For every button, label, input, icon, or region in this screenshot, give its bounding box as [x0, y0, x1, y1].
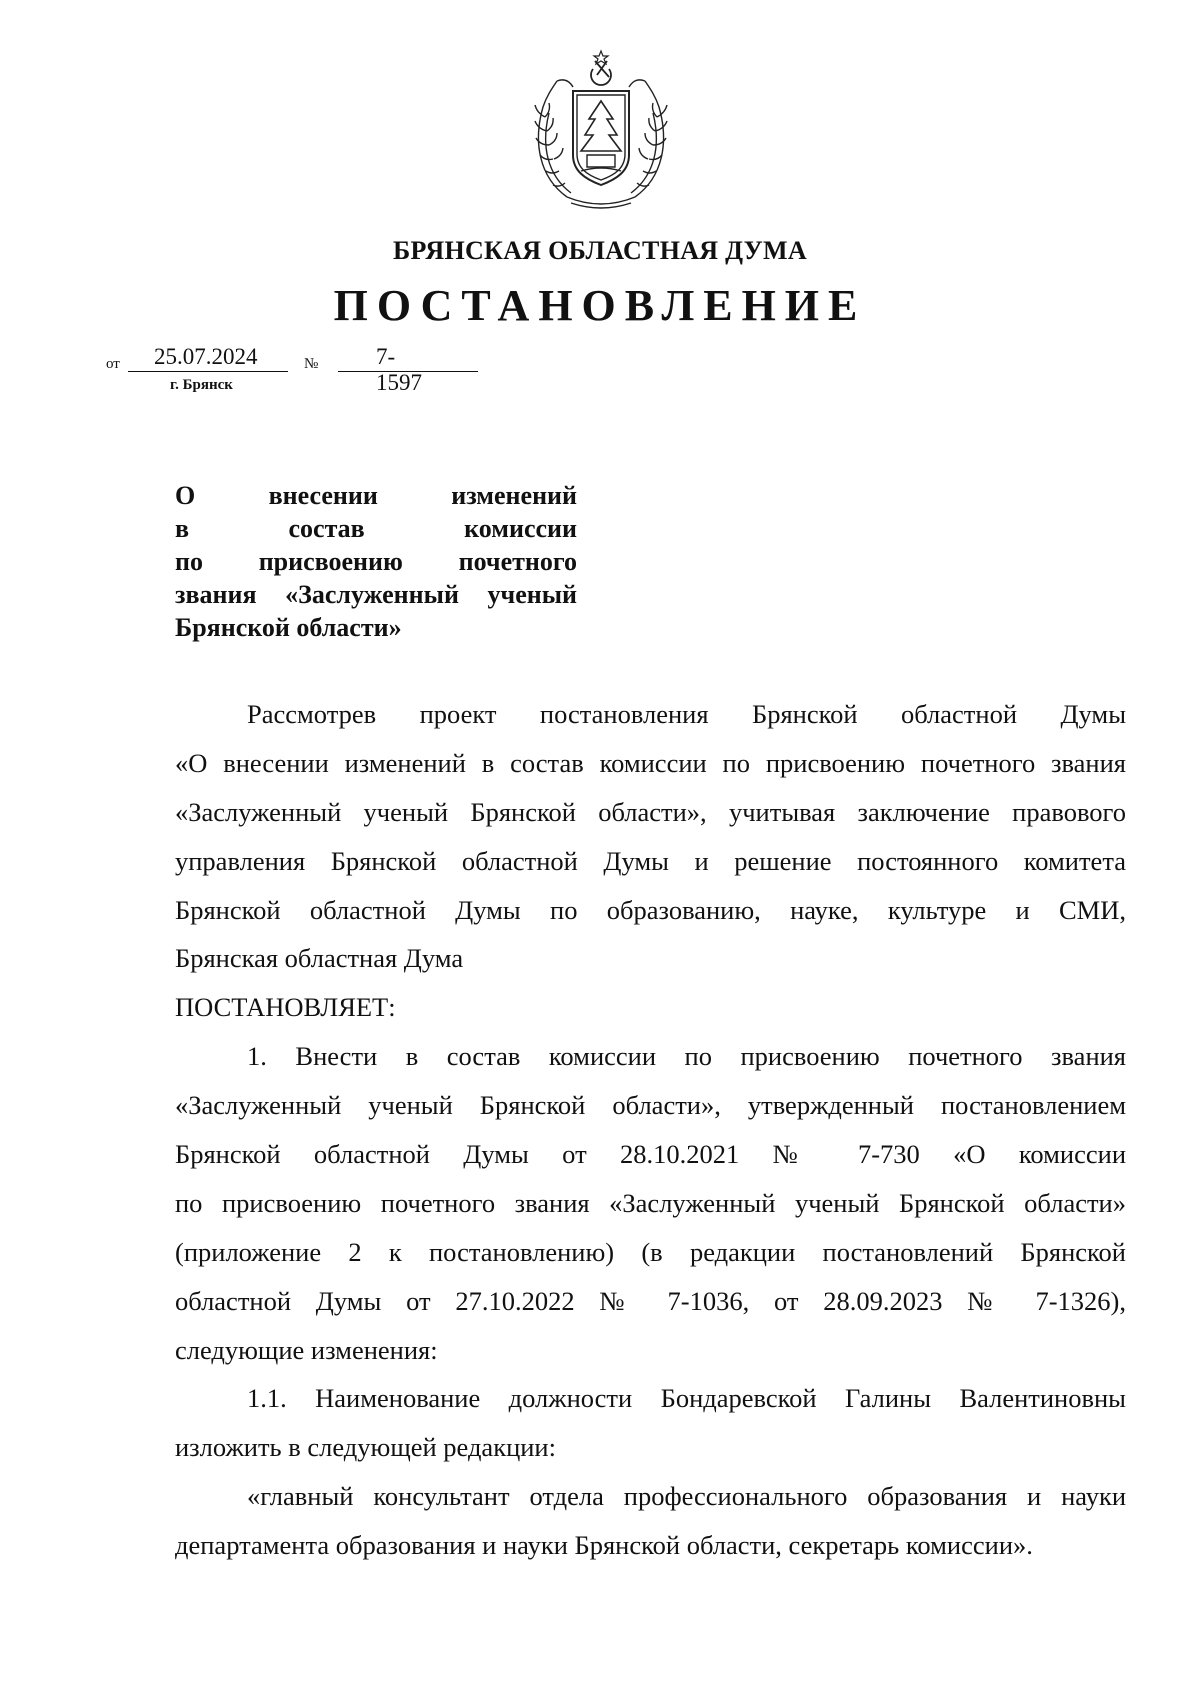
- preamble-line: Брянской областной Думы по образованию, науке, культуре и СМИ,: [175, 894, 1126, 925]
- preamble-line: Рассмотрев проект постановления Брянской областной Думы: [247, 699, 1126, 729]
- subject-line: в состав комиссии: [175, 514, 578, 543]
- preamble-line: «О внесении изменений в состав комиссии по присвоению почетного звания: [175, 747, 1126, 778]
- resolution-body: [175, 690, 1126, 1570]
- coat-of-arms-emblem: [527, 47, 675, 212]
- item-1-1-line: 1.1. Наименование должности Бондаревской Галины Валентиновны: [247, 1383, 1126, 1414]
- quoted-text-line: «главный консультант отдела профессионального образования и науки: [247, 1481, 1126, 1512]
- subject-line: О внесении изменений: [175, 481, 578, 510]
- quoted-text-line: департамента образования и науки Брянской области, секретарь комиссии».: [175, 1530, 1033, 1561]
- document-number: 7-1597: [376, 344, 422, 395]
- resolves-heading: ПОСТАНОВЛЯЕТ:: [175, 992, 396, 1023]
- item-1-line: по присвоению почетного звания «Заслуженный ученый Брянской области»: [175, 1187, 1126, 1218]
- item-1-line: «Заслуженный ученый Брянской области», утвержденный постановлением: [175, 1090, 1126, 1121]
- document-type-title: ПОСТАНОВЛЕНИЕ: [333, 281, 867, 330]
- date-prefix-label: от: [106, 356, 120, 372]
- item-1-1-line: изложить в следующей редакции:: [175, 1432, 556, 1463]
- preamble-line: «Заслуженный ученый Брянской области», учитывая заключение правового: [175, 796, 1126, 827]
- item-1-line: (приложение 2 к постановлению) (в редакции постановлений Брянской: [175, 1236, 1126, 1267]
- subject-line: по присвоению почетного: [175, 547, 578, 576]
- city-label: г. Брянск: [170, 377, 233, 393]
- organization-name: БРЯНСКАЯ ОБЛАСТНАЯ ДУМА: [393, 236, 807, 265]
- item-1-line: областной Думы от 27.10.2022 № 7-1036, от 28.09.2023 № 7-1326),: [175, 1285, 1126, 1316]
- item-1-line: следующие изменения:: [175, 1334, 438, 1365]
- item-1-line: 1. Внести в состав комиссии по присвоению почетного звания: [247, 1041, 1126, 1072]
- subject-heading: [175, 479, 577, 644]
- number-prefix-label: №: [304, 356, 319, 372]
- date-underline: [128, 371, 288, 372]
- preamble-line: управления Брянской областной Думы и решение постоянного комитета: [175, 845, 1126, 876]
- document-date: 25.07.2024: [154, 344, 258, 369]
- subject-line: Брянской области»: [175, 613, 402, 642]
- item-1-line: Брянской областной Думы от 28.10.2021 № 7-730 «О комиссии: [175, 1139, 1126, 1170]
- preamble-line: Брянская областная Дума: [175, 943, 464, 974]
- subject-line: звания «Заслуженный ученый: [175, 580, 577, 609]
